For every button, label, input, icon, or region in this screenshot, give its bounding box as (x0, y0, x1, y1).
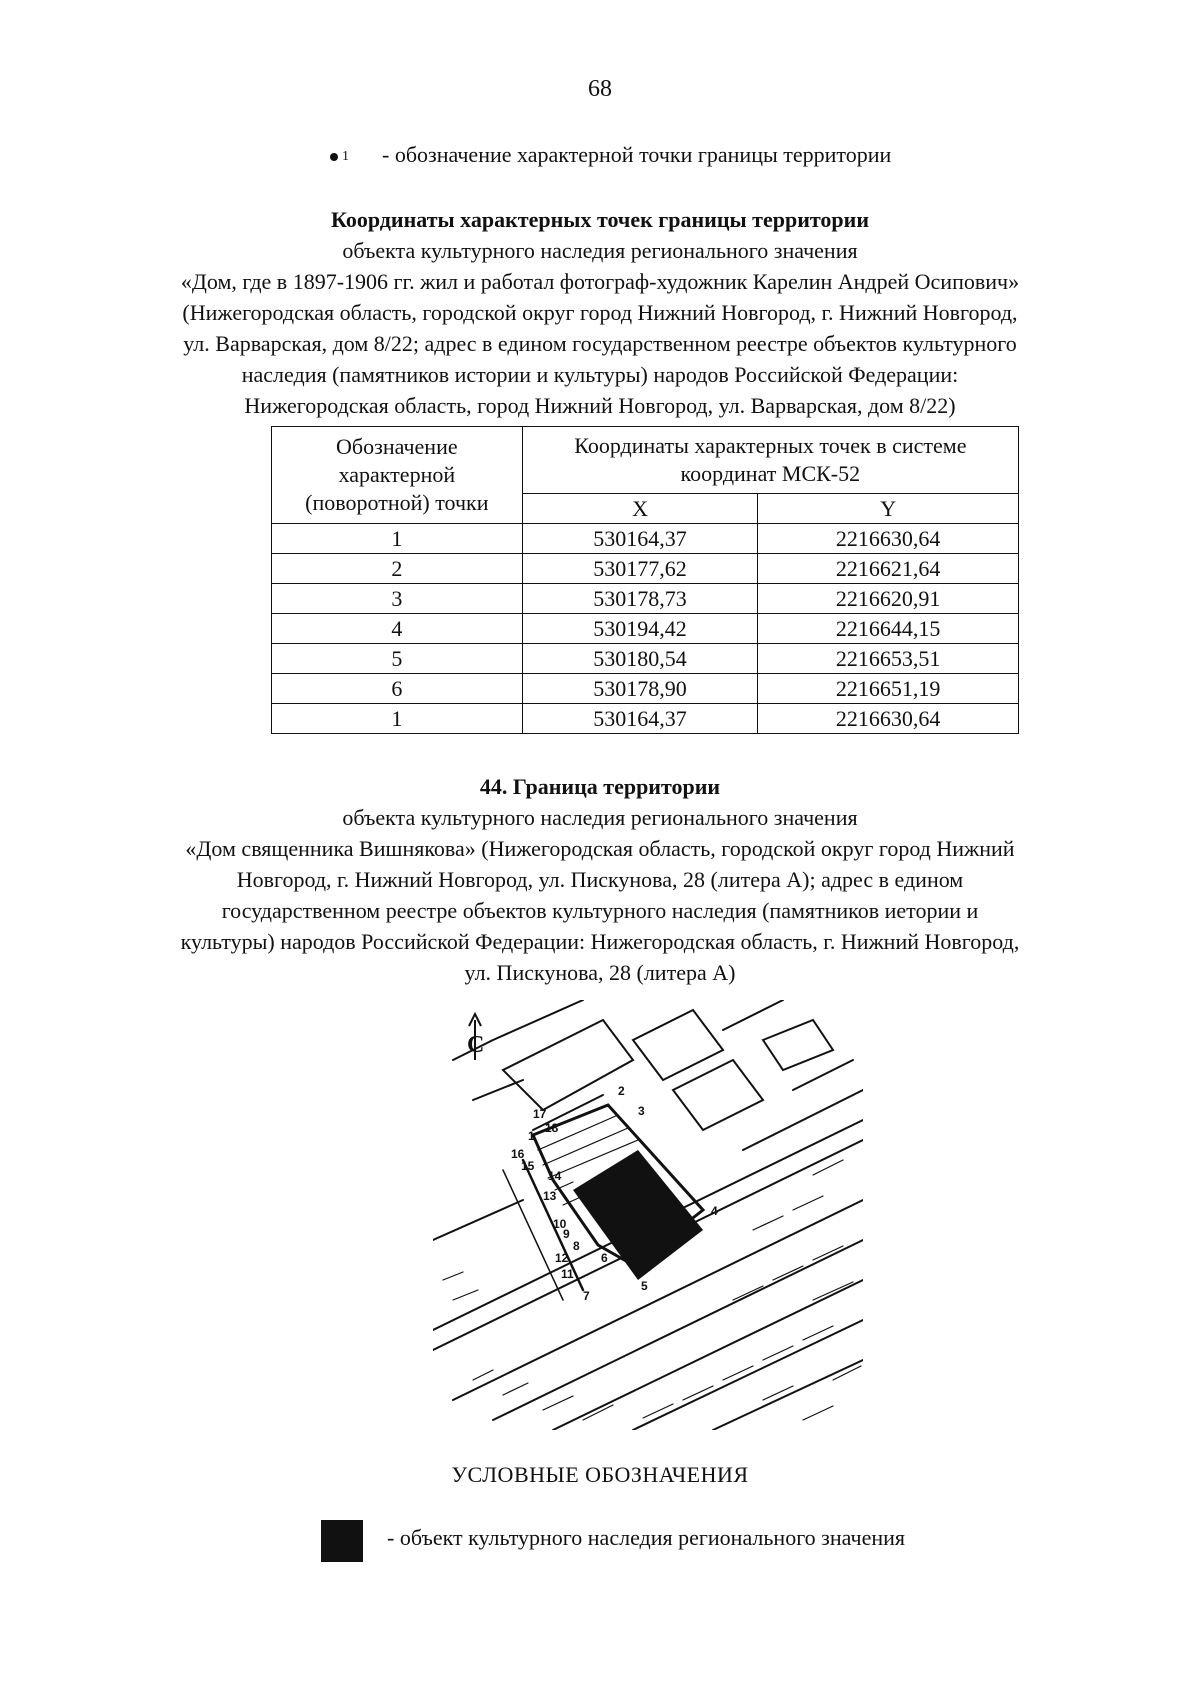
section2-line: ул. Пискунова, 28 (литера А) (464, 960, 736, 985)
cell-point: 5 (272, 644, 523, 674)
map-point-label: 8 (573, 1239, 580, 1253)
map-drawing (433, 1000, 863, 1430)
section2-line: «Дом священника Вишнякова» (Нижегородская область, городской округ город Нижний (185, 836, 1015, 861)
legend-title: УСЛОВНЫЕ ОБОЗНАЧЕНИЯ (451, 1462, 749, 1487)
cell-x: 530164,37 (522, 704, 758, 734)
cell-point: 4 (272, 614, 523, 644)
map-point-label: 13 (543, 1189, 557, 1203)
header-coordinates-line: Координаты характерных точек в системе (574, 433, 967, 459)
cell-y: 2216644,15 (758, 614, 1019, 644)
point-legend-text: - обозначение характерной точки границы территории (382, 142, 892, 167)
table-row (272, 644, 1019, 674)
map-point-label: 5 (641, 1279, 648, 1293)
building-outlines (453, 1000, 853, 1130)
cell-y: 2216630,64 (758, 524, 1019, 554)
coordinates-table (271, 426, 1019, 734)
page-number: 68 (588, 76, 612, 102)
header-point-line: характерной (338, 462, 456, 487)
map-point-label: 12 (555, 1251, 569, 1265)
point-symbol (330, 142, 382, 168)
table-row (272, 524, 1019, 554)
header-y: Y (758, 494, 1019, 524)
map-point-label: 2 (618, 1084, 625, 1098)
cell-y: 2216621,64 (758, 554, 1019, 584)
table-row (272, 614, 1019, 644)
cell-y: 2216630,64 (758, 704, 1019, 734)
north-label: С (467, 1032, 485, 1058)
header-coordinates-line: координат МСК-52 (680, 461, 861, 487)
map-point-label: 1 (528, 1129, 535, 1143)
point-dot-icon (330, 153, 338, 161)
table-row (272, 704, 1019, 734)
section2-heading (150, 771, 1050, 988)
cell-y: 2216653,51 (758, 644, 1019, 674)
section1-line: ул. Варварская, дом 8/22; адрес в едином государственном реестре объектов культурного (183, 331, 1017, 356)
section1-line: (Нижегородская область, городской округ город Нижний Новгород, г. Нижний Новгород, (182, 300, 1018, 325)
north-arrow-icon (467, 1014, 484, 1060)
map-point-label: 17 (533, 1107, 547, 1121)
cell-x: 530177,62 (522, 554, 758, 584)
cell-point: 1 (272, 704, 523, 734)
map-point-label: 7 (583, 1289, 590, 1303)
section1-line: Нижегородская область, город Нижний Новгород, ул. Варварская, дом 8/22) (244, 393, 956, 418)
heritage-object-swatch (321, 1520, 363, 1562)
cell-y: 2216651,19 (758, 674, 1019, 704)
point-symbol-number: 1 (342, 148, 349, 164)
map-point-label: 4 (711, 1204, 718, 1218)
header-point-line: (поворотной) точки (305, 490, 489, 515)
section2-line: Новгород, г. Нижний Новгород, ул. Пискунова, 28 (литера А); адрес в едином (236, 867, 964, 892)
table-row (272, 674, 1019, 704)
section1-line: «Дом, где в 1897-1906 гг. жил и работал фотограф-художник Карелин Андрей Осипович» (180, 269, 1020, 294)
section2-line: культуры) народов Российской Федерации: Нижегородская область, г. Нижний Новгород, (180, 929, 1020, 954)
cell-point: 6 (272, 674, 523, 704)
cell-x: 530178,90 (522, 674, 758, 704)
territory-map (433, 1000, 863, 1430)
map-point-label: 6 (601, 1251, 608, 1265)
section1-title: Координаты характерных точек границы территории (330, 207, 870, 232)
legend-text: - объект культурного наследия регионального значения (387, 1525, 906, 1550)
cell-x: 530164,37 (522, 524, 758, 554)
cell-point: 2 (272, 554, 523, 584)
cell-x: 530180,54 (522, 644, 758, 674)
map-point-label: 18 (545, 1121, 559, 1135)
section2-title: 44. Граница территории (479, 774, 721, 799)
map-point-label: 10 (553, 1217, 567, 1231)
section1-heading (150, 204, 1050, 421)
header-point (272, 427, 523, 524)
map-point-label: 11 (561, 1267, 574, 1281)
cell-x: 530194,42 (522, 614, 758, 644)
point-legend (330, 142, 891, 168)
section1-line: наследия (памятников истории и культуры) народов Российской Федерации: (241, 362, 959, 387)
section2-line: объекта культурного наследия регионального значения (342, 805, 858, 830)
section1-line: объекта культурного наследия регионального значения (342, 238, 858, 263)
table-row (272, 554, 1019, 584)
cell-y: 2216620,91 (758, 584, 1019, 614)
header-point-line: Обозначение (336, 434, 458, 459)
header-x: X (522, 494, 758, 524)
table-row (272, 584, 1019, 614)
header-coordinates (522, 427, 1018, 494)
map-point-label: 14 (548, 1169, 562, 1183)
section2-line: государственном реестре объектов культурного наследия (памятников иетории и (221, 898, 979, 923)
map-point-label: 16 (511, 1147, 525, 1161)
heritage-object-shape (573, 1150, 703, 1280)
map-point-label: 15 (521, 1159, 535, 1173)
cell-x: 530178,73 (522, 584, 758, 614)
map-point-label: 9 (563, 1227, 570, 1241)
cell-point: 1 (272, 524, 523, 554)
cell-point: 3 (272, 584, 523, 614)
map-point-label: 3 (638, 1104, 645, 1118)
